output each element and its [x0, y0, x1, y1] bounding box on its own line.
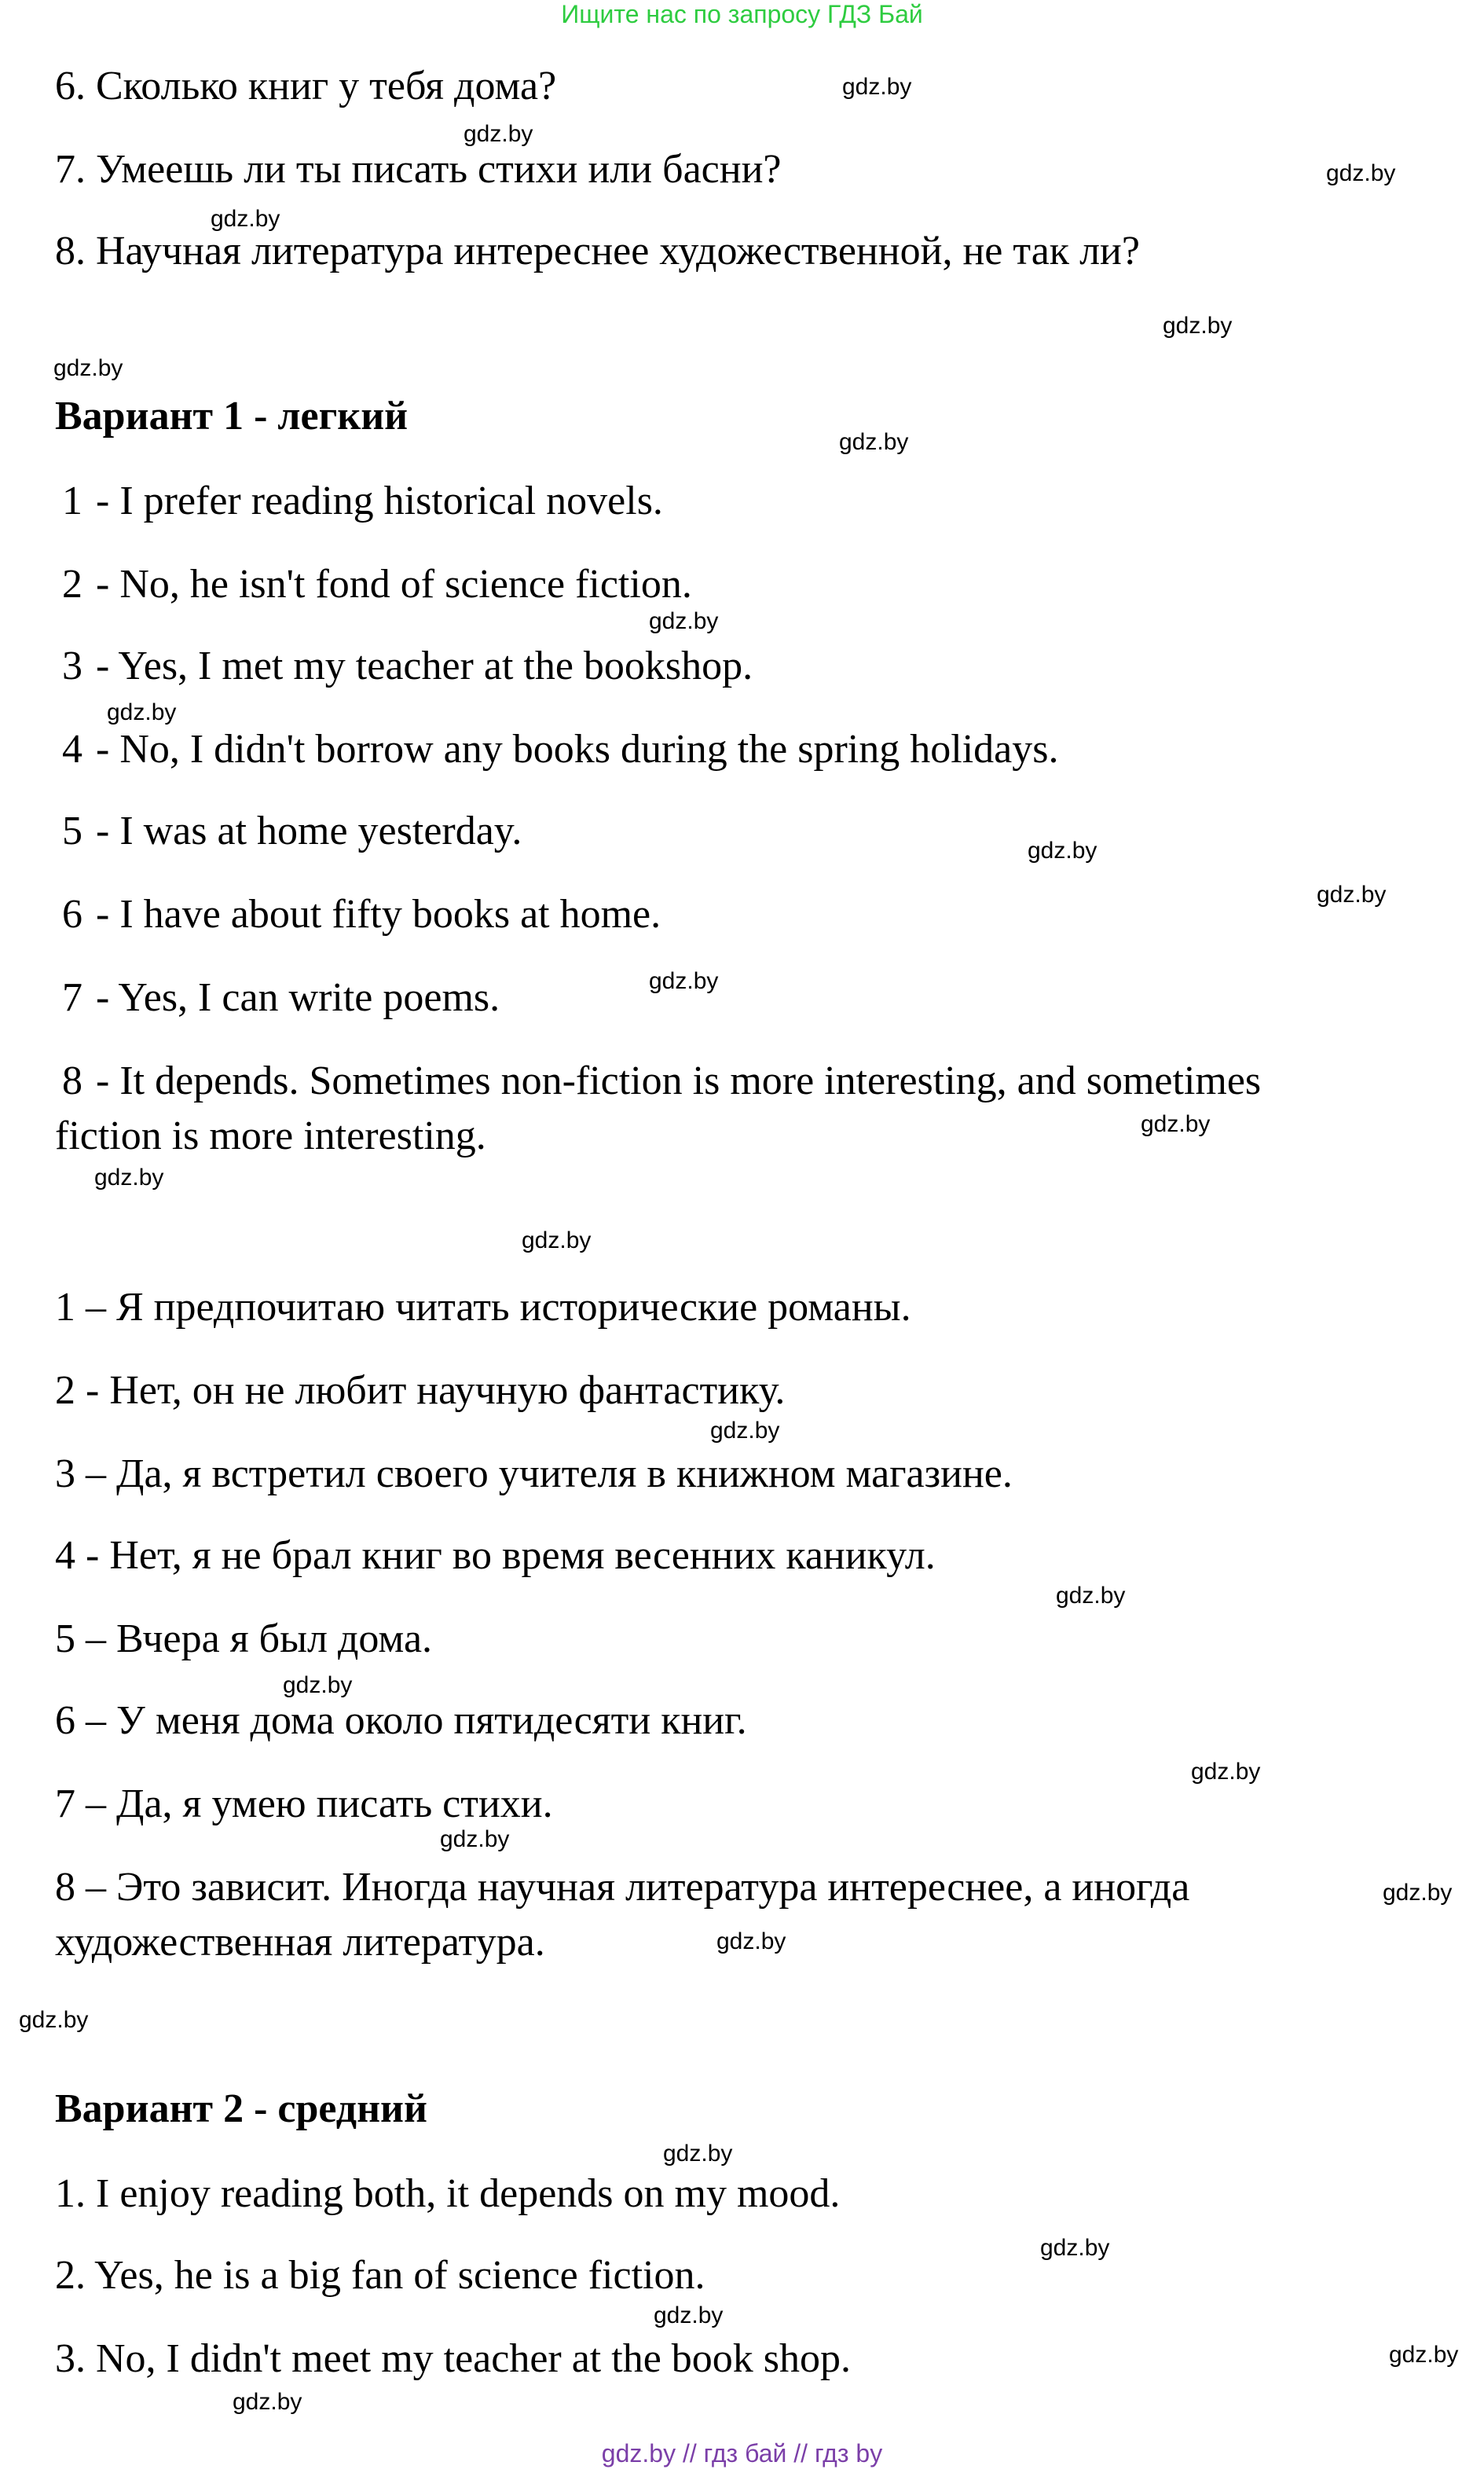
watermark: gdz.by [839, 429, 909, 455]
answer-text: - Yes, I met my teacher at the bookshop. [96, 644, 753, 688]
variant1-answer-ru-8-cont: художественная литература. [55, 1920, 545, 1965]
watermark: gdz.by [53, 355, 123, 381]
answer-number: 8 [62, 1059, 82, 1103]
variant1-answer-en-4 [55, 726, 1058, 773]
watermark: gdz.by [107, 699, 177, 725]
answer-number: 2 [62, 562, 82, 607]
variant1-answer-en-6 [55, 891, 661, 938]
variant1-answer-en-7 [55, 974, 500, 1022]
variant1-answer-en-8-cont: fiction is more interesting. [55, 1114, 486, 1158]
variant2-heading: Вариант 2 - средний [55, 2086, 427, 2131]
watermark: gdz.by [649, 968, 719, 994]
watermark: gdz.by [1317, 882, 1387, 908]
variant2-answer-en-3: 3. No, I didn't meet my teacher at the book shop. [55, 2336, 852, 2381]
variant1-answer-ru-5: 5 – Вчера я был дома. [55, 1616, 433, 1661]
watermark: gdz.by [842, 74, 912, 100]
watermark: gdz.by [522, 1227, 592, 1253]
answer-number: 5 [62, 809, 82, 853]
answer-number: 6 [62, 892, 82, 937]
watermark: gdz.by [1163, 313, 1233, 339]
watermark: gdz.by [19, 2007, 89, 2033]
answer-text: - No, he isn't fond of science fiction. [96, 562, 692, 607]
variant1-answer-ru-3: 3 – Да, я встретил своего учителя в книжном магазине. [55, 1451, 1013, 1496]
watermark: gdz.by [464, 121, 533, 147]
answer-number: 3 [62, 644, 82, 688]
variant1-answer-en-5 [55, 808, 522, 855]
variant1-heading: Вариант 1 - легкий [55, 394, 409, 438]
answer-text: - I prefer reading historical novels. [96, 479, 663, 523]
variant1-answer-en-1 [55, 478, 663, 525]
watermark: gdz.by [1040, 2235, 1110, 2261]
question-6: 6. Сколько книг у тебя дома? [55, 64, 557, 108]
watermark: gdz.by [211, 206, 280, 232]
watermark: gdz.by [649, 608, 719, 634]
question-7: 7. Умеешь ли ты писать стихи или басни? [55, 147, 782, 192]
watermark: gdz.by [1028, 838, 1097, 864]
watermark: gdz.by [1389, 2342, 1459, 2368]
watermark: gdz.by [716, 1928, 786, 1954]
variant1-answer-ru-1: 1 – Я предпочитаю читать исторические романы. [55, 1285, 911, 1330]
variant1-answer-en-8 [55, 1058, 1261, 1105]
answer-text: - Yes, I can write poems. [96, 975, 500, 1020]
top-banner[interactable]: Ищите нас по запросу ГДЗ Бай [561, 0, 923, 28]
variant1-answer-ru-4: 4 - Нет, я не брал книг во время весенних каникул. [55, 1533, 936, 1578]
variant1-answer-ru-7: 7 – Да, я умею писать стихи. [55, 1781, 553, 1826]
bottom-banner[interactable]: gdz.by // гдз бай // гдз by [601, 2439, 883, 2467]
variant2-answer-en-2: 2. Yes, he is a big fan of science fiction. [55, 2253, 705, 2298]
variant1-answer-en-3 [55, 643, 753, 690]
variant1-answer-ru-8: 8 – Это зависит. Иногда научная литература интереснее, а иногда [55, 1865, 1190, 1910]
answer-number: 1 [62, 479, 82, 523]
watermark: gdz.by [283, 1672, 353, 1698]
variant2-answer-en-1: 1. I enjoy reading both, it depends on my mood. [55, 2171, 841, 2216]
answer-text: - I was at home yesterday. [96, 809, 522, 853]
watermark: gdz.by [440, 1826, 510, 1852]
answer-text: - No, I didn't borrow any books during the spring holidays. [96, 727, 1059, 772]
watermark: gdz.by [654, 2302, 724, 2328]
watermark: gdz.by [1383, 1880, 1453, 1906]
watermark: gdz.by [1056, 1583, 1126, 1609]
variant1-answer-ru-2: 2 - Нет, он не любит научную фантастику. [55, 1368, 786, 1413]
answer-text: - I have about fifty books at home. [96, 892, 661, 937]
answer-text: - It depends. Sometimes non-fiction is more interesting, and sometimes [96, 1059, 1262, 1103]
variant1-answer-ru-6: 6 – У меня дома около пятидесяти книг. [55, 1698, 747, 1743]
watermark: gdz.by [233, 2389, 302, 2415]
watermark: gdz.by [1141, 1111, 1211, 1137]
answer-number: 4 [62, 727, 82, 772]
answer-number: 7 [62, 975, 82, 1020]
watermark: gdz.by [1326, 160, 1396, 186]
watermark: gdz.by [710, 1418, 780, 1444]
watermark: gdz.by [663, 2141, 733, 2167]
question-8: 8. Научная литература интереснее художественной, не так ли? [55, 229, 1140, 273]
watermark: gdz.by [1191, 1759, 1261, 1785]
watermark: gdz.by [94, 1165, 164, 1191]
variant1-answer-en-2 [55, 561, 692, 608]
